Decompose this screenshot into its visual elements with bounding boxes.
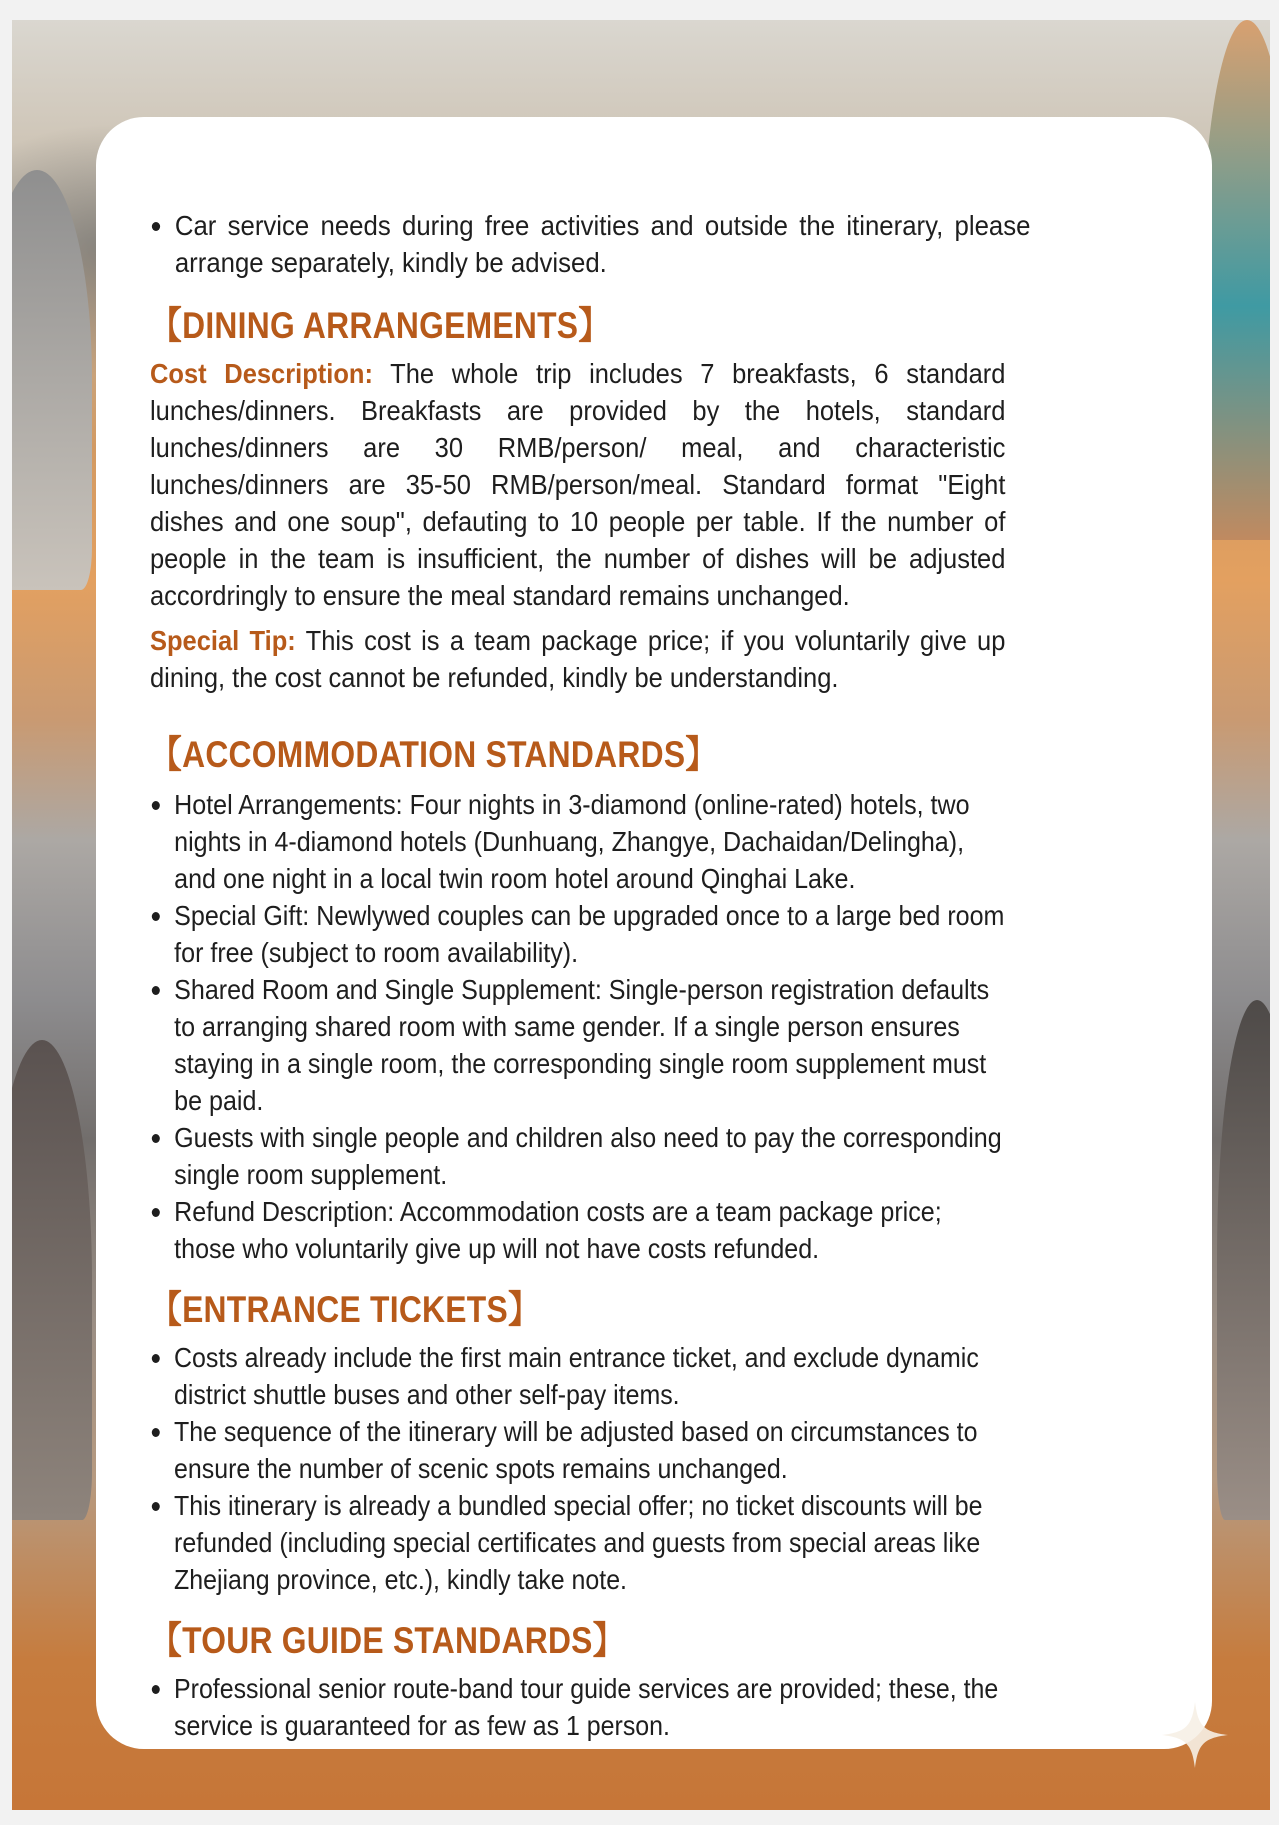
- guide-heading: 【TOUR GUIDE STANDARDS】: [150, 1620, 625, 1661]
- list-item: Hotel Arrangements: Four nights in 3-diamond (online-rated) hotels, two nights in 4-diamond hotels (Dunhuang, Zhangye, Dachaidan/Delingha), and one night in a local twin room hotel around Qinghai Lake.: [150, 786, 1009, 897]
- list-item: Costs already include the first main entrance ticket, and exclude dynamic district shuttle buses and other self-pay items.: [150, 1339, 1018, 1413]
- mountain-right: [1217, 1000, 1270, 1520]
- dining-tip-paragraph: [150, 622, 1005, 696]
- list-item: Professional senior route-band tour guide services are provided; these, the service is guaranteed for as few as 1 person.: [150, 1670, 1004, 1744]
- guide-list: [150, 1670, 1004, 1744]
- dining-heading: 【DINING ARRANGEMENTS】: [150, 305, 611, 346]
- list-item: Refund Description: Accommodation costs are a team package price; those who voluntarily give up will not have costs refunded.: [150, 1193, 1009, 1267]
- dining-cost-paragraph: [150, 355, 1005, 614]
- tickets-heading: 【ENTRANCE TICKETS】: [150, 1289, 541, 1330]
- rock-formation-right: [1202, 20, 1270, 540]
- list-item: Special Gift: Newlywed couples can be upgraded once to a large bed room for free (subject to room availability).: [150, 897, 1009, 971]
- accommodation-list: [150, 786, 1009, 1267]
- special-tip-label: Special Tip:: [150, 625, 296, 656]
- tickets-list: [150, 1339, 1018, 1598]
- rock-formation-left: [12, 170, 92, 590]
- list-item: Guests with single people and children also need to pay the corresponding single room supplement.: [150, 1119, 1009, 1193]
- special-tip-text: This cost is a team package price; if you voluntarily give up dining, the cost cannot be refunded, kindly be understanding.: [150, 625, 1006, 693]
- list-item: This itinerary is already a bundled special offer; no ticket discounts will be refunded (including special certificates and guests from special areas like Zhejiang province, etc.), kindly take note.: [150, 1487, 1018, 1598]
- cost-description-text: The whole trip includes 7 breakfasts, 6 standard lunches/dinners. Breakfasts are provided by the hotels, standard lunches/dinners are 30 RMB/person/ meal, and characteristic lunches/dinners are 35-50 RMB/person/meal. Standard format "Eight dishes and one soup", defauting to 10 people per table. If the number of people in the team is insufficient, the number of dishes will be adjusted accordringly to ensure the meal standard remains unchanged.: [150, 358, 1006, 611]
- list-item: Shared Room and Single Supplement: Single-person registration defaults to arranging shared room with same gender. If a single person ensures staying in a single room, the corresponding single room supplement must be paid.: [150, 971, 1009, 1119]
- cost-description-label: Cost Description:: [150, 358, 373, 389]
- list-item: Car service needs during free activities and outside the itinerary, please arrange separately, kindly be advised.: [150, 207, 1030, 281]
- content-card: [96, 117, 1212, 1749]
- list-item: The sequence of the itinerary will be adjusted based on circumstances to ensure the number of scenic spots remains unchanged.: [150, 1413, 1018, 1487]
- sparkle-star-icon: [1160, 1700, 1230, 1770]
- intro-list: [150, 207, 1154, 281]
- accommodation-heading: 【ACCOMMODATION STANDARDS】: [150, 734, 718, 775]
- mountain-left: [12, 1040, 92, 1520]
- background-landscape: [12, 20, 1270, 1810]
